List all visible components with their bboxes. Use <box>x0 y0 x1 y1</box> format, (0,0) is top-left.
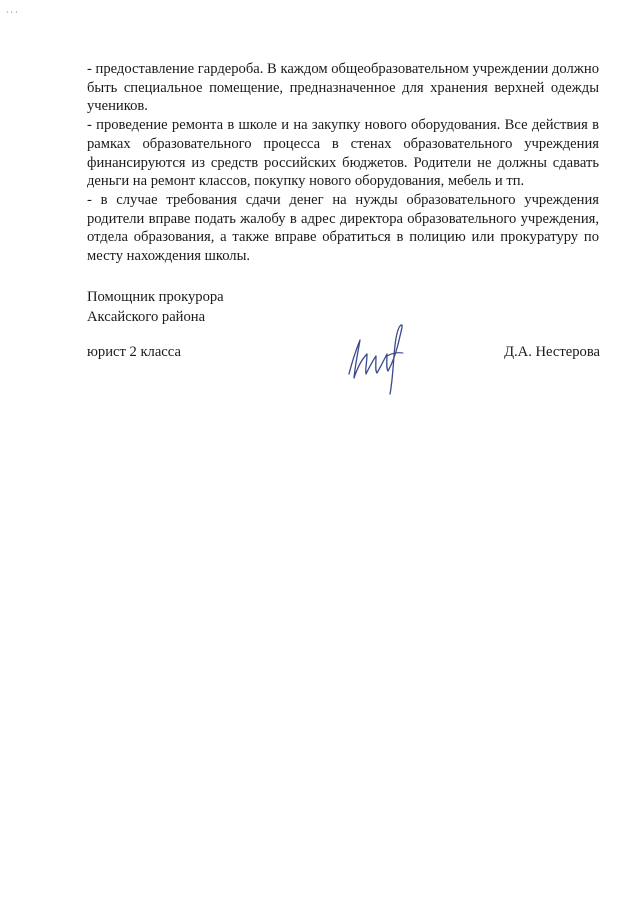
position-line-2: Аксайского района <box>87 309 206 325</box>
signatory-name: Д.А. Нестерова <box>504 344 600 360</box>
document-body <box>87 60 599 266</box>
paragraph-wardrobe: - предоставление гардероба. В каждом общеобразовательном учреждении должно быть специальное помещение, предназначенное для хранения верхней одежды учеников. <box>87 61 599 115</box>
paragraph-repairs: - проведение ремонта в школе и на закупку нового оборудования. Все действия в рамках образовательного процесса в стенах образовательного учреждения финансируются из средств российских бюджетов. Родители не должны сдавать деньги на ремонт классов, покупку нового оборудования, мебель и тп. <box>87 117 599 190</box>
paragraph-complaint: - в случае требования сдачи денег на нужды образовательного учреждения родители вправе подать жалобу в адрес директора образовательного учреждения, отдела образования, а также вправе обратиться в полицию или прокуратуру по месту нахождения школы. <box>87 191 599 265</box>
handwritten-signature <box>343 316 409 396</box>
position-line-1: Помощник прокурора <box>87 289 224 305</box>
scan-corner-mark: ʻʻʻ <box>6 10 20 19</box>
signatory-rank: юрист 2 класса <box>87 344 181 360</box>
